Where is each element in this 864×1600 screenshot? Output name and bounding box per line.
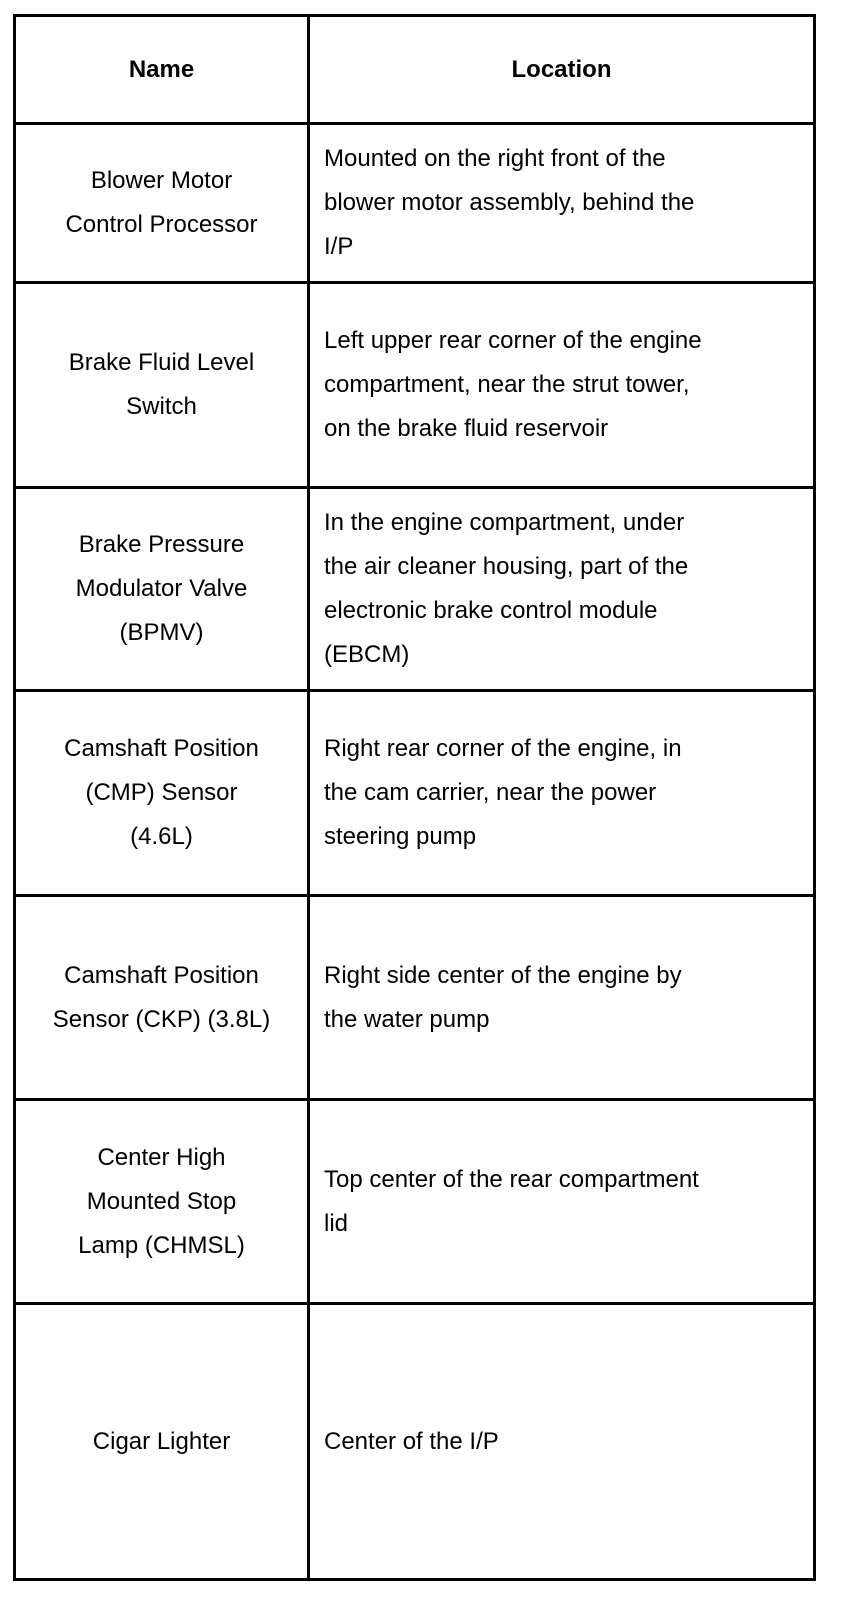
component-name-cell — [15, 691, 309, 896]
component-name: Blower Motor Control Processor — [65, 167, 258, 238]
component-name-cell — [15, 896, 309, 1100]
component-location-cell — [309, 283, 815, 488]
name-column-header: Name — [15, 16, 309, 124]
component-location: In the engine compartment, under the air cleaner housing, part of the electronic brake control module (EBCM) — [324, 509, 689, 668]
component-location-cell — [309, 488, 815, 691]
table-row — [15, 124, 815, 283]
component-name: Camshaft Position (CMP) Sensor (4.6L) — [64, 735, 259, 850]
component-name-cell — [15, 1304, 309, 1580]
component-location: Right rear corner of the engine, in the cam carrier, near the power steering pump — [324, 735, 682, 850]
component-name: Brake Pressure Modulator Valve (BPMV) — [75, 531, 248, 646]
component-name-cell — [15, 283, 309, 488]
location-column-header: Location — [309, 16, 815, 124]
table-row — [15, 283, 815, 488]
component-location-cell — [309, 691, 815, 896]
component-name-cell — [15, 1100, 309, 1304]
component-name-cell — [15, 124, 309, 283]
component-name: Cigar Lighter — [92, 1427, 231, 1455]
table-row — [15, 1304, 815, 1580]
table-row — [15, 691, 815, 896]
component-location: Mounted on the right front of the blower motor assembly, behind the I/P — [324, 145, 695, 260]
table-row — [15, 1100, 815, 1304]
component-location: Left upper rear corner of the engine compartment, near the strut tower, on the brake fluid reservoir — [324, 327, 702, 442]
component-location-cell — [309, 124, 815, 283]
component-location-cell — [309, 1100, 815, 1304]
table-header-row — [15, 16, 815, 124]
component-location: Center of the I/P — [324, 1427, 499, 1455]
component-name: Camshaft Position Sensor (CKP) (3.8L) — [52, 961, 271, 1033]
table-row — [15, 488, 815, 691]
component-location: Right side center of the engine by the water pump — [324, 961, 682, 1033]
component-name: Brake Fluid Level Switch — [68, 349, 255, 420]
table-row — [15, 896, 815, 1100]
component-name-cell — [15, 488, 309, 691]
component-location-cell — [309, 896, 815, 1100]
component-location-cell — [309, 1304, 815, 1580]
component-name: Center High Mounted Stop Lamp (CHMSL) — [78, 1143, 245, 1259]
component-location: Top center of the rear compartment lid — [324, 1165, 699, 1237]
component-location-table — [13, 14, 816, 1581]
